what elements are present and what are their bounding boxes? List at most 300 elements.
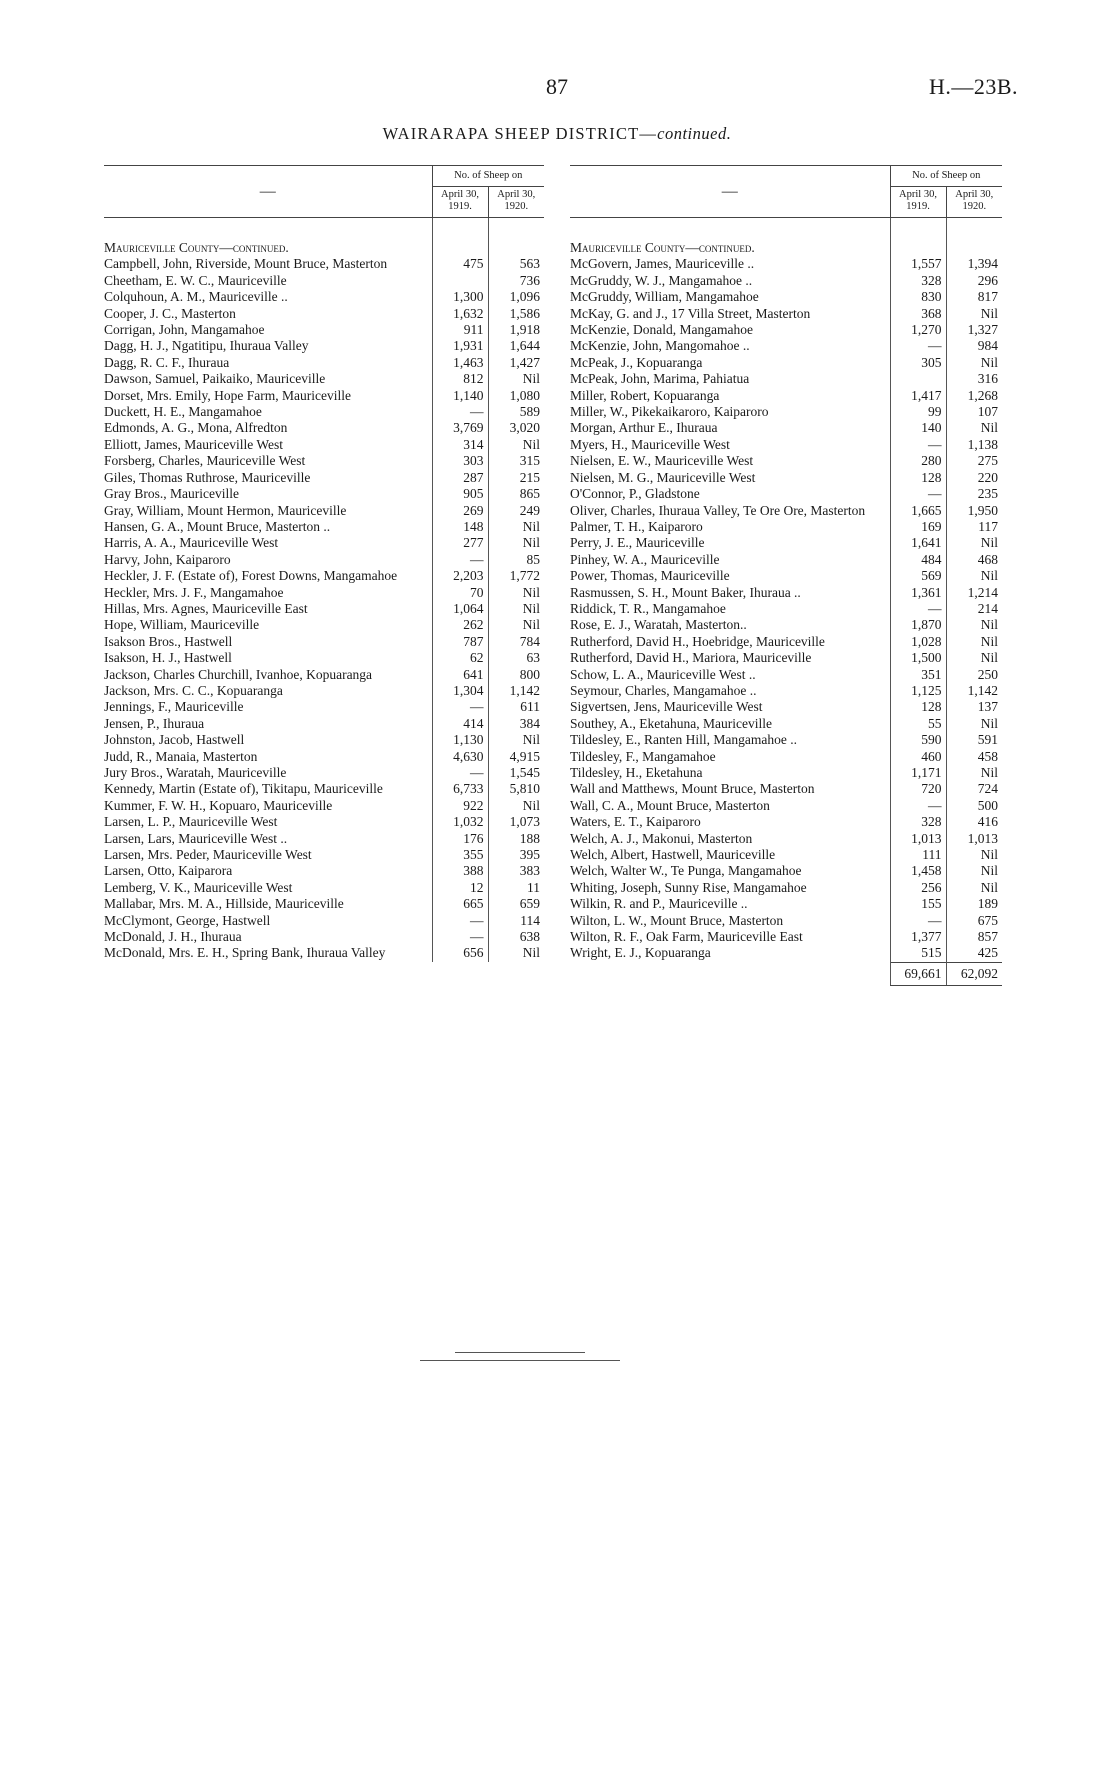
sheep-1920: Nil — [946, 880, 1002, 896]
title-continued: continued. — [657, 124, 732, 143]
sheep-1920: 1,545 — [488, 765, 544, 781]
holder-name: Isakson Bros., Hastwell — [104, 633, 233, 649]
sheep-1919: 1,463 — [432, 355, 488, 371]
sheep-1919: — — [432, 913, 488, 929]
holder-name: Forsberg, Charles, Mauriceville West — [104, 453, 306, 469]
table-row — [570, 634, 1002, 650]
closing-rule — [420, 1360, 620, 1361]
sheep-1919: 1,870 — [890, 617, 946, 633]
table-row — [570, 699, 1002, 715]
sheep-1920: Nil — [946, 617, 1002, 633]
table-row — [570, 716, 1002, 732]
table-row — [104, 929, 544, 945]
table-row — [104, 568, 544, 584]
sheep-1920: 316 — [946, 371, 1002, 387]
holder-name: Miller, Robert, Kopuaranga — [570, 387, 720, 403]
sheep-1920: Nil — [946, 420, 1002, 436]
sheep-1919: 355 — [432, 847, 488, 863]
sheep-1920: 1,080 — [488, 388, 544, 404]
holder-name: Corrigan, John, Mangamahoe — [104, 322, 265, 338]
sheep-1920: Nil — [946, 355, 1002, 371]
table-row — [570, 519, 1002, 535]
sheep-1919: — — [890, 798, 946, 814]
table-row — [570, 765, 1002, 781]
sheep-1920: Nil — [488, 945, 544, 961]
holder-name: Larsen, Lars, Mauriceville West .. — [104, 830, 288, 846]
sheep-1919: — — [890, 338, 946, 354]
table-row — [570, 814, 1002, 830]
table-row — [104, 585, 544, 601]
holder-name: Tildesley, F., Mangamahoe — [570, 748, 716, 764]
holder-name: Gray, William, Mount Hermon, Mauriceville — [104, 502, 347, 518]
table-row — [570, 371, 1002, 387]
sheep-1920: 384 — [488, 716, 544, 732]
sheep-1920: 784 — [488, 634, 544, 650]
sheep-1920: Nil — [488, 371, 544, 387]
holder-name: Dagg, R. C. F., Ihuraua — [104, 354, 230, 370]
sheep-1920: Nil — [488, 798, 544, 814]
sheep-1920: Nil — [488, 437, 544, 453]
table-row — [570, 437, 1002, 453]
sheep-1920: 85 — [488, 552, 544, 568]
table-row — [104, 847, 544, 863]
holder-name: Duckett, H. E., Mangamahoe — [104, 404, 262, 420]
table-row — [104, 552, 544, 568]
sheep-table-left — [104, 165, 544, 962]
title-main: WAIRARAPA SHEEP DISTRICT— — [382, 124, 658, 143]
holder-name: Dorset, Mrs. Emily, Hope Farm, Mauriceville — [104, 387, 351, 403]
sheep-1920: 5,810 — [488, 781, 544, 797]
table-row — [570, 617, 1002, 633]
totals-row — [570, 962, 1002, 985]
table-row — [570, 486, 1002, 502]
sheep-1919: 1,557 — [890, 256, 946, 272]
holder-name: Riddick, T. R., Mangamahoe — [570, 600, 726, 616]
table-row — [104, 355, 544, 371]
sheep-1919: 720 — [890, 781, 946, 797]
holder-name: Larsen, Mrs. Peder, Mauriceville West — [104, 847, 312, 863]
table-row — [570, 552, 1002, 568]
page-number: 87 — [546, 74, 568, 99]
table-row — [104, 913, 544, 929]
table-row — [104, 896, 544, 912]
sheep-1920: Nil — [488, 601, 544, 617]
section-heading: Mauriceville County—continued. — [570, 240, 755, 255]
table-row — [570, 388, 1002, 404]
holder-name: Rutherford, David H., Mariora, Mauriceville — [570, 650, 812, 666]
sheep-1920: Nil — [488, 519, 544, 535]
table-row — [570, 683, 1002, 699]
sheep-1920: Nil — [946, 716, 1002, 732]
holder-name: McKay, G. and J., 17 Villa Street, Masterton — [570, 305, 811, 321]
holder-name: Jackson, Mrs. C. C., Kopuaranga — [104, 682, 283, 698]
table-row — [570, 667, 1002, 683]
sheep-1920: 1,096 — [488, 289, 544, 305]
sheep-1919: 262 — [432, 617, 488, 633]
holder-name: Mallabar, Mrs. M. A., Hillside, Mauriceville — [104, 896, 344, 912]
sheep-1919: 280 — [890, 453, 946, 469]
table-row — [104, 273, 544, 289]
table-row — [104, 667, 544, 683]
holder-name: Judd, R., Manaia, Masterton — [104, 748, 258, 764]
table-row — [570, 273, 1002, 289]
holder-name: Morgan, Arthur E., Ihuraua — [570, 420, 718, 436]
holder-name: Gray Bros., Mauriceville — [104, 486, 239, 502]
holder-name: Southey, A., Eketahuna, Mauriceville — [570, 715, 772, 731]
table-row — [104, 306, 544, 322]
sheep-1919: 12 — [432, 880, 488, 896]
table-row — [570, 847, 1002, 863]
table-row — [104, 683, 544, 699]
table-row — [570, 470, 1002, 486]
sheep-1920: Nil — [488, 732, 544, 748]
table-row — [104, 634, 544, 650]
sheep-1920: 275 — [946, 453, 1002, 469]
page-title — [0, 124, 1114, 144]
sheep-1920: 817 — [946, 289, 1002, 305]
sheep-1920: 468 — [946, 552, 1002, 568]
sheep-1919: 475 — [432, 256, 488, 272]
sheep-1919: 414 — [432, 716, 488, 732]
holder-name: Rutherford, David H., Hoebridge, Mauriceville — [570, 633, 825, 649]
sheep-1919: 148 — [432, 519, 488, 535]
sheep-1919: 303 — [432, 453, 488, 469]
sheep-1919: 1,125 — [890, 683, 946, 699]
sheep-1920: 250 — [946, 667, 1002, 683]
total-1920: 62,092 — [946, 962, 1002, 985]
sheep-1920: 865 — [488, 486, 544, 502]
holder-name: Seymour, Charles, Mangamahoe .. — [570, 682, 757, 698]
holder-name: McGruddy, W. J., Mangamahoe .. — [570, 272, 753, 288]
holder-name: Dawson, Samuel, Paikaiko, Mauriceville — [104, 371, 326, 387]
sheep-1919: — — [432, 699, 488, 715]
sheep-1919: 1,140 — [432, 388, 488, 404]
sheep-1919: 1,064 — [432, 601, 488, 617]
table-row — [104, 798, 544, 814]
holder-name: Myers, H., Mauriceville West — [570, 436, 730, 452]
holder-name: Jensen, P., Ihuraua — [104, 715, 205, 731]
sheep-1920: Nil — [946, 306, 1002, 322]
table-row — [570, 880, 1002, 896]
holder-name: Miller, W., Pikekaikaroro, Kaiparoro — [570, 404, 769, 420]
sheep-1920: 724 — [946, 781, 1002, 797]
closing-rule — [455, 1352, 585, 1353]
holder-name: Heckler, J. F. (Estate of), Forest Downs, Mangamahoe — [104, 568, 398, 584]
sheep-1920: 500 — [946, 798, 1002, 814]
sheep-1919: 169 — [890, 519, 946, 535]
sheep-1920: 1,427 — [488, 355, 544, 371]
sheep-1920: Nil — [946, 568, 1002, 584]
sheep-1919: 787 — [432, 634, 488, 650]
sheep-1920: 1,214 — [946, 585, 1002, 601]
sheep-1919: 641 — [432, 667, 488, 683]
holder-name: Jennings, F., Mauriceville — [104, 699, 244, 715]
table-row — [570, 535, 1002, 551]
table-row — [570, 650, 1002, 666]
sheep-1919: 1,931 — [432, 338, 488, 354]
table-row — [104, 470, 544, 486]
sheep-1919: — — [432, 765, 488, 781]
sheep-1919: — — [890, 913, 946, 929]
holder-name: McKenzie, John, Mangomahoe .. — [570, 338, 750, 354]
sheep-1920: 1,073 — [488, 814, 544, 830]
holder-name: Welch, A. J., Makonui, Masterton — [570, 830, 753, 846]
sheep-1920: Nil — [946, 765, 1002, 781]
sheep-1919: 1,013 — [890, 831, 946, 847]
holder-name: Welch, Walter W., Te Punga, Mangamahoe — [570, 863, 802, 879]
sheep-1919: 328 — [890, 273, 946, 289]
table-row — [104, 289, 544, 305]
sheep-1920: 1,142 — [488, 683, 544, 699]
table-row — [104, 535, 544, 551]
table-row — [570, 256, 1002, 272]
holder-name: Welch, Albert, Hastwell, Mauriceville — [570, 847, 776, 863]
holder-name: Campbell, John, Riverside, Mount Bruce, Masterton — [104, 256, 388, 272]
sheep-1919: 62 — [432, 650, 488, 666]
sheep-1919: 569 — [890, 568, 946, 584]
sheep-1919: 1,665 — [890, 503, 946, 519]
sheep-1919: 2,203 — [432, 568, 488, 584]
sheep-1919: 1,377 — [890, 929, 946, 945]
holder-name: Power, Thomas, Mauriceville — [570, 568, 730, 584]
sheep-1920: Nil — [946, 863, 1002, 879]
sheep-1919: — — [890, 437, 946, 453]
holder-name: Wall and Matthews, Mount Bruce, Masterton — [570, 781, 815, 797]
sheep-1920: 63 — [488, 650, 544, 666]
holder-name: McClymont, George, Hastwell — [104, 912, 271, 928]
holder-name: Larsen, Otto, Kaiparora — [104, 863, 233, 879]
holder-name: Edmonds, A. G., Mona, Alfredton — [104, 420, 288, 436]
table-row — [104, 519, 544, 535]
table-row — [104, 486, 544, 502]
sheep-1920: 107 — [946, 404, 1002, 420]
sheep-1920: 137 — [946, 699, 1002, 715]
holder-name: Rasmussen, S. H., Mount Baker, Ihuraua .. — [570, 584, 801, 600]
sheep-1920: 249 — [488, 503, 544, 519]
table-row — [104, 503, 544, 519]
sheep-1920: Nil — [488, 585, 544, 601]
table-row — [104, 388, 544, 404]
table-row — [570, 306, 1002, 322]
sheep-1919: 128 — [890, 699, 946, 715]
holder-name: Jury Bros., Waratah, Mauriceville — [104, 765, 287, 780]
sheep-1919: 256 — [890, 880, 946, 896]
sheep-1920: 395 — [488, 847, 544, 863]
table-row — [104, 453, 544, 469]
sheep-1920: 1,327 — [946, 322, 1002, 338]
sheep-1919: 1,130 — [432, 732, 488, 748]
header-col-1919: April 30, 1919. — [890, 187, 946, 218]
sheep-1920: 984 — [946, 338, 1002, 354]
sheep-1920: 675 — [946, 913, 1002, 929]
sheep-1920: 857 — [946, 929, 1002, 945]
holder-name: Tildesley, H., Eketahuna — [570, 765, 703, 780]
sheep-1920: 235 — [946, 486, 1002, 502]
holder-name: O'Connor, P., Gladstone — [570, 486, 700, 502]
sheep-1919: 1,632 — [432, 306, 488, 322]
table-row — [570, 420, 1002, 436]
sheep-1920: 1,268 — [946, 388, 1002, 404]
table-row — [570, 404, 1002, 420]
table-row — [570, 945, 1002, 962]
table-row — [570, 732, 1002, 748]
table-row — [570, 831, 1002, 847]
right-body — [570, 218, 1002, 963]
sheep-1919: 1,361 — [890, 585, 946, 601]
holder-name: Johnston, Jacob, Hastwell — [104, 732, 245, 748]
sheep-1920: Nil — [488, 617, 544, 633]
holder-name: Perry, J. E., Mauriceville — [570, 535, 705, 551]
holder-name: Wright, E. J., Kopuaranga — [570, 945, 711, 961]
table-row — [104, 945, 544, 961]
table-row — [104, 749, 544, 765]
table-row — [104, 420, 544, 436]
sheep-1920: 1,918 — [488, 322, 544, 338]
sheep-1920: 458 — [946, 749, 1002, 765]
table-row — [570, 568, 1002, 584]
table-row — [104, 650, 544, 666]
sheep-1919: 176 — [432, 831, 488, 847]
right-table — [570, 165, 1002, 986]
sheep-1919: 305 — [890, 355, 946, 371]
holder-name: Isakson, H. J., Hastwell — [104, 650, 232, 666]
holder-name: Harvy, John, Kaiparoro — [104, 551, 231, 567]
table-row — [104, 371, 544, 387]
table-row — [570, 863, 1002, 879]
sheep-1920: 114 — [488, 913, 544, 929]
sheep-1919: — — [432, 404, 488, 420]
header-col-1919: April 30, 1919. — [432, 187, 488, 218]
holder-name: McKenzie, Donald, Mangamahoe — [570, 322, 753, 338]
sheep-1919: 55 — [890, 716, 946, 732]
holder-name: Kennedy, Martin (Estate of), Tikitapu, Mauriceville — [104, 781, 383, 797]
table-row — [104, 814, 544, 830]
table-row — [104, 338, 544, 354]
sheep-1920: 1,950 — [946, 503, 1002, 519]
header-col-1920: April 30, 1920. — [488, 187, 544, 218]
sheep-1919: 111 — [890, 847, 946, 863]
total-1919: 69,661 — [890, 962, 946, 985]
sheep-1919: 1,300 — [432, 289, 488, 305]
table-row — [104, 880, 544, 896]
holder-name: Cooper, J. C., Masterton — [104, 305, 236, 321]
sheep-1919: 656 — [432, 945, 488, 961]
sheep-1920: 4,915 — [488, 749, 544, 765]
table-row — [570, 585, 1002, 601]
sheep-1919: 277 — [432, 535, 488, 551]
holder-name: Giles, Thomas Ruthrose, Mauriceville — [104, 469, 311, 485]
section-heading: Mauriceville County—continued. — [104, 240, 289, 255]
sheep-1919: 1,171 — [890, 765, 946, 781]
table-row — [570, 289, 1002, 305]
table-row — [104, 863, 544, 879]
sheep-1920: 1,772 — [488, 568, 544, 584]
holder-name: Heckler, Mrs. J. F., Mangamahoe — [104, 584, 284, 600]
sheep-1919: 812 — [432, 371, 488, 387]
sheep-1920: 188 — [488, 831, 544, 847]
sheep-1919: 1,458 — [890, 863, 946, 879]
sheep-1919: 368 — [890, 306, 946, 322]
sheep-1920: 3,020 — [488, 420, 544, 436]
sheep-1919: 460 — [890, 749, 946, 765]
holder-name: Cheetham, E. W. C., Mauriceville — [104, 272, 287, 288]
sheep-1919: 6,733 — [432, 781, 488, 797]
table-row — [570, 601, 1002, 617]
sheep-1920: 215 — [488, 470, 544, 486]
holder-name: Harris, A. A., Mauriceville West — [104, 535, 279, 551]
table-row — [104, 765, 544, 781]
sheep-1919: 911 — [432, 322, 488, 338]
left-body — [104, 218, 544, 962]
sheep-1920: 296 — [946, 273, 1002, 289]
table-row — [570, 913, 1002, 929]
sheep-1920: 1,142 — [946, 683, 1002, 699]
table-row — [570, 453, 1002, 469]
sheep-1919: 351 — [890, 667, 946, 683]
sheep-1920: 1,138 — [946, 437, 1002, 453]
table-row — [104, 831, 544, 847]
table-row — [570, 338, 1002, 354]
holder-name: Wall, C. A., Mount Bruce, Masterton — [570, 797, 770, 813]
sheep-1919: 484 — [890, 552, 946, 568]
holder-name: Jackson, Charles Churchill, Ivanhoe, Kopuaranga — [104, 666, 373, 682]
table-row — [104, 601, 544, 617]
holder-name: Wilton, L. W., Mount Bruce, Masterton — [570, 912, 784, 928]
holder-name: Hope, William, Mauriceville — [104, 617, 260, 633]
sheep-1920: 589 — [488, 404, 544, 420]
holder-name: Palmer, T. H., Kaiparoro — [570, 518, 703, 534]
sheep-1919: 388 — [432, 863, 488, 879]
sheep-1919: 1,028 — [890, 634, 946, 650]
holder-name: McPeak, J., Kopuaranga — [570, 354, 703, 370]
table-row — [570, 798, 1002, 814]
holder-name: Larsen, L. P., Mauriceville West — [104, 814, 278, 830]
holder-name: McGruddy, William, Mangamahoe — [570, 289, 759, 305]
holder-name: Hillas, Mrs. Agnes, Mauriceville East — [104, 600, 308, 616]
header-dash: — — [104, 166, 432, 218]
holder-name: Lemberg, V. K., Mauriceville West — [104, 879, 293, 895]
table-row — [104, 781, 544, 797]
sheep-1920: 425 — [946, 945, 1002, 962]
sheep-1920: 1,586 — [488, 306, 544, 322]
sheep-1920: 117 — [946, 519, 1002, 535]
sheep-1919: 1,641 — [890, 535, 946, 551]
holder-name: McGovern, James, Mauriceville .. — [570, 256, 755, 272]
sheep-1919: 314 — [432, 437, 488, 453]
holder-name: Sigvertsen, Jens, Mauriceville West — [570, 699, 763, 715]
sheep-1919: 269 — [432, 503, 488, 519]
sheep-1920: 220 — [946, 470, 1002, 486]
holder-name: Oliver, Charles, Ihuraua Valley, Te Ore Ore, Masterton — [570, 502, 866, 518]
sheep-1919: 70 — [432, 585, 488, 601]
holder-name: Hansen, G. A., Mount Bruce, Masterton .. — [104, 518, 331, 534]
holder-name: McDonald, J. H., Ihuraua — [104, 929, 242, 945]
sheep-1920: 1,013 — [946, 831, 1002, 847]
sheep-1919: 155 — [890, 896, 946, 912]
holder-name: Tildesley, E., Ranten Hill, Mangamahoe .. — [570, 732, 797, 748]
sheep-1919: 1,270 — [890, 322, 946, 338]
sheep-1919: 99 — [890, 404, 946, 420]
sheep-1920: 611 — [488, 699, 544, 715]
header-group: No. of Sheep on — [432, 166, 544, 187]
sheep-1919: 328 — [890, 814, 946, 830]
sheep-1920: Nil — [488, 535, 544, 551]
table-row — [104, 256, 544, 272]
sheep-1919: 922 — [432, 798, 488, 814]
sheep-1920: 800 — [488, 667, 544, 683]
sheep-table-right — [570, 165, 1002, 986]
header-col-1920: April 30, 1920. — [946, 187, 1002, 218]
